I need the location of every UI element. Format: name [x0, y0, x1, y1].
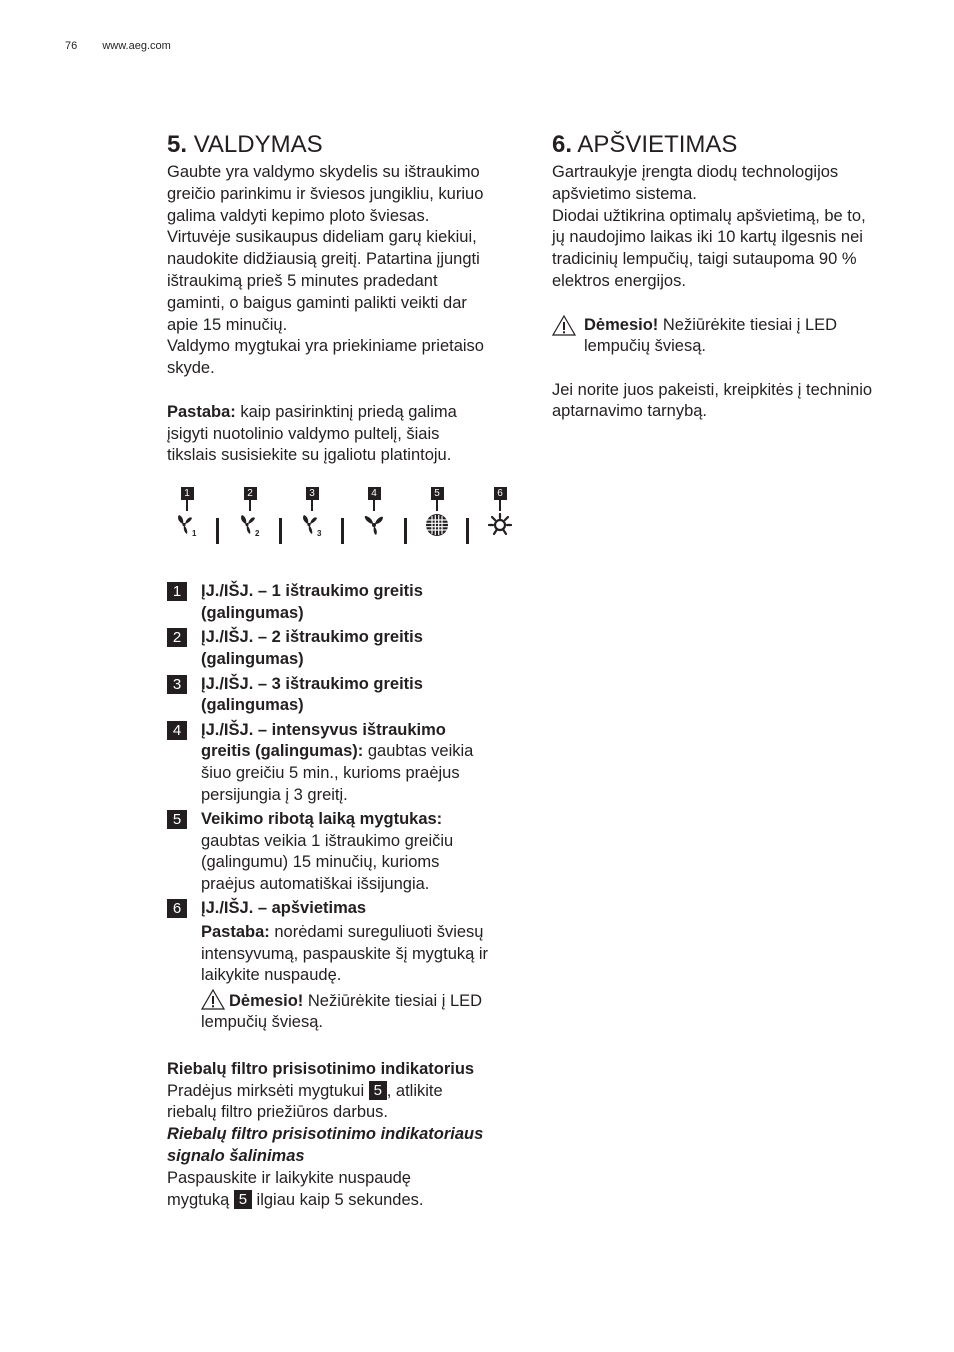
header-url: www.aeg.com	[102, 40, 171, 52]
led-warning-lighting: Dėmesio! Nežiūrėkite tiesiai į LED lempučių šviesą.	[552, 315, 912, 358]
list-item: 2 ĮJ./IŠJ. – 2 ištraukimo greitis (galingumas)	[167, 627, 527, 670]
fan-speed-1-icon	[174, 513, 200, 537]
replacement-info: Jei norite juos pakeisti, kreipkitės į techninio aptarnavimo tarnybą.	[552, 380, 873, 421]
list-item: 4 ĮJ./IŠJ. – intensyvus ištraukimo greitis (galingumas): gaubtas veikia šiuo greičiu 5 min., kurioms praėjus persijungia į 3 greitį.	[167, 720, 527, 806]
panel-button-4: 4	[354, 487, 394, 537]
section-title-lighting: 6. APŠVIETIMAS	[552, 131, 738, 158]
svg-text:3: 3	[317, 529, 322, 538]
list-item: 3 ĮJ./IŠJ. – 3 ištraukimo greitis (galingumas)	[167, 674, 527, 717]
control-panel-diagram	[167, 487, 527, 567]
page-number: 76	[65, 40, 78, 52]
item-number-badge: 6	[167, 899, 187, 918]
light-icon	[487, 513, 513, 537]
svg-text:2: 2	[255, 529, 260, 538]
section-lighting	[552, 130, 912, 423]
lighting-intro: Gartraukyje įrengta diodų technologijos apšvietimo sistema. Diodai užtikrina optimalų apšvietimą, be to, jų naudojimo laikas iki 10 kartų ilgesnis nei tradicinių lempučių, taigi sutaupoma 90 % elektros energijos.	[552, 163, 866, 290]
light-dimming-note: Pastaba: norėdami sureguliuoti šviesų intensyvumą, paspauskite šį mygtuką ir laikykite nuspaudę.	[201, 923, 489, 985]
section-control	[167, 130, 527, 1211]
panel-button-2: 2 2	[230, 487, 270, 537]
section-title-control: 5. VALDYMAS	[167, 131, 323, 158]
control-intro: Gaubte yra valdymo skydelis su ištraukimo greičio parinkimu ir šviesos jungikliu, kuriuo galima valdyti kepimo ploto šviesas. Virtuvėje susikaupus dideliam garų kiekiui, naudokite didžiausią greitį. Patartina įjungti ištraukimą prieš 5 minutes pradedant gaminti, o baigus gaminti palikti veikti dar apie 15 minučių. Valdymo mygtukai yra priekiniame prietaiso skyde.	[167, 163, 484, 378]
fan-intensive-icon	[361, 513, 387, 537]
svg-text:1: 1	[192, 529, 197, 538]
list-item: 6 ĮJ./IŠJ. – apšvietimas Pastaba: norėdami sureguliuoti šviesų intensyvumą, paspauskite šį mygtuką ir laikykite nuspaudę. Dėmesio! Nežiūrėkite tiesiai į LED lempučių šviesą.	[167, 898, 527, 1034]
panel-button-6: 6	[480, 487, 520, 537]
list-item: 5 Veikimo ribotą laiką mygtukas: gaubtas veikia 1 ištraukimo greičiu (galingumu) 15 minučių, kurioms praėjus automatiškai išsijungia.	[167, 809, 527, 895]
page-header	[65, 40, 171, 52]
fan-speed-2-icon	[237, 513, 263, 537]
inline-badge: 5	[234, 1190, 252, 1209]
item-number-badge: 2	[167, 628, 187, 647]
warning-icon	[201, 989, 225, 1010]
timer-grid-icon	[424, 513, 450, 537]
item-number-badge: 5	[167, 810, 187, 829]
remote-note: Pastaba: kaip pasirinktinį priedą galima įsigyti nuotolinio valdymo pultelį, šiais tikslais susisiekite su įgaliotu platintoju.	[167, 402, 457, 465]
item-number-badge: 4	[167, 721, 187, 740]
panel-button-3: 3 3	[292, 487, 332, 537]
panel-button-1: 1 1	[167, 487, 207, 537]
item-number-badge: 3	[167, 675, 187, 694]
item-number-badge: 1	[167, 582, 187, 601]
button-legend-list	[167, 581, 527, 1034]
grease-filter-indicator: Riebalų filtro prisisotinimo indikatorius Pradėjus mirksėti mygtukui 5 , atlikite riebalų filtro priežiūros darbus. Riebalų filtro prisisotinimo indikatoriaus signalo šalinimas Paspauskite ir laikykite nuspaudę mygtuką 5 ilgiau kaip 5 sekundes.	[167, 1059, 484, 1209]
warning-icon	[552, 315, 576, 336]
led-warning: Dėmesio! Nežiūrėkite tiesiai į LED lempučių šviesą.	[201, 989, 527, 1034]
inline-badge: 5	[369, 1081, 387, 1100]
list-item: 1 ĮJ./IŠJ. – 1 ištraukimo greitis (galingumas)	[167, 581, 527, 624]
panel-button-5: 5	[417, 487, 457, 537]
fan-speed-3-icon	[299, 513, 325, 537]
